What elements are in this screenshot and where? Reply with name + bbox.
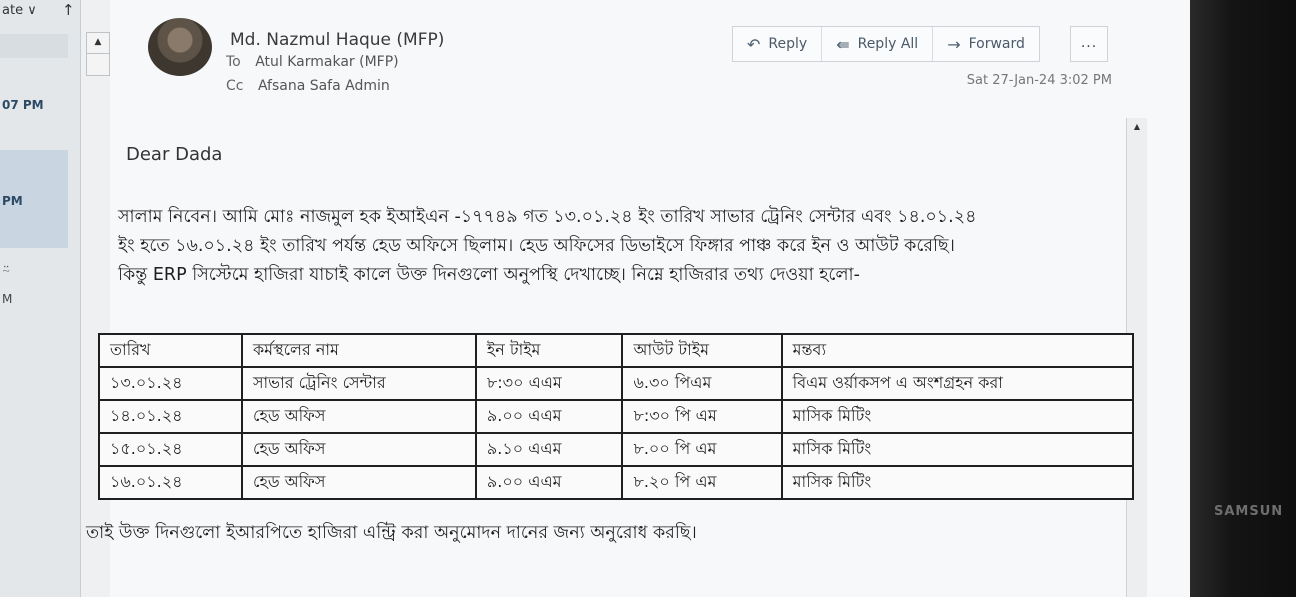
- table-cell: ৯.০০ এএম: [476, 466, 623, 499]
- more-icon: ...: [1080, 35, 1098, 51]
- table-cell: মাসিক মিটিং: [782, 400, 1133, 433]
- body-line: ইং হতে ১৬.০১.২৪ ইং তারিখ পর্যন্ত হেড অফিসে ছিলাম। হেড অফিসের ডিভাইসে ফিঙ্গার পাঞ্চ করে ইন ও আউট করেছি।: [118, 236, 955, 256]
- table-cell: মাসিক মিটিং: [782, 466, 1133, 499]
- reply-all-label: Reply All: [857, 36, 919, 52]
- cc-label: Cc: [226, 78, 244, 94]
- table-cell: বিএম ওর্য়াকসপ এ অংশগ্রহন করা: [782, 367, 1133, 400]
- attendance-table: [98, 333, 1134, 500]
- table-cell: ৯.১০ এএম: [476, 433, 623, 466]
- list-item[interactable]: [0, 34, 68, 58]
- table-cell: সাভার ট্রেনিং সেন্টার: [242, 367, 476, 400]
- to-line: [226, 54, 399, 70]
- table-row: [99, 433, 1133, 466]
- email-closing-line: তাই উক্ত দিনগুলো ইআরপিতে হাজিরা এন্ট্রি করা অনুমোদন দানের জন্য অনুরোধ করছি।: [86, 523, 697, 543]
- message-actions: [732, 26, 1040, 62]
- table-cell: ১৫.০১.২৪: [99, 433, 242, 466]
- table-cell: ৮:৩০ এএম: [476, 367, 623, 400]
- body-line: কিন্তু ERP সিস্টেমে হাজিরা যাচাই কালে উক্ত দিনগুলো অনুপস্থি দেখাচ্ছে। নিম্নে হাজিরার তথ্য দেওয়া হলো-: [118, 265, 860, 285]
- reply-icon: ↶: [747, 34, 761, 54]
- cc-line: [226, 78, 390, 94]
- reply-button[interactable]: [733, 27, 822, 61]
- list-item-time: PM: [2, 194, 23, 208]
- table-cell: ১৪.০১.২৪: [99, 400, 242, 433]
- cc-recipient[interactable]: Afsana Safa Admin: [257, 78, 390, 94]
- to-label: To: [226, 54, 241, 70]
- message-list-pane: [0, 0, 81, 597]
- sort-direction-icon[interactable]: ↑: [62, 1, 75, 19]
- table-cell: ১৩.০১.২৪: [99, 367, 242, 400]
- email-body-paragraph: [118, 203, 1118, 290]
- table-cell: মাসিক মিটিং: [782, 433, 1133, 466]
- reply-label: Reply: [768, 36, 808, 52]
- sent-datetime: Sat 27-Jan-24 3:02 PM: [966, 73, 1112, 88]
- reply-all-icon: ⇚: [836, 34, 850, 54]
- column-header-out-time: আউট টাইম: [622, 334, 781, 367]
- list-scrollbar[interactable]: [86, 32, 110, 76]
- monitor-brand-logo: SAMSUN: [1214, 504, 1284, 519]
- forward-arrow-icon: →: [947, 34, 961, 54]
- column-header-remarks: মন্তব্য: [782, 334, 1133, 367]
- table-row: [99, 466, 1133, 499]
- list-item-text: M: [2, 292, 13, 306]
- table-header-row: [99, 334, 1133, 367]
- body-line: সালাম নিবেন। আমি মোঃ নাজমুল হক ইআইএন -১৭৭৪৯ গত ১৩.০১.২৪ ইং তারিখ সাভার ট্রেনিং সেন্টার এবং ১৪.০১.২৪: [118, 207, 977, 227]
- table-row: [99, 367, 1133, 400]
- column-header-date: তারিখ: [99, 334, 242, 367]
- table-cell: ১৬.০১.২৪: [99, 466, 242, 499]
- email-greeting: Dear Dada: [126, 144, 223, 165]
- sender-name: Md. Nazmul Haque (MFP): [230, 30, 445, 50]
- reply-all-button[interactable]: [822, 27, 933, 61]
- table-cell: হেড অফিস: [242, 400, 476, 433]
- avatar: [148, 18, 212, 76]
- scroll-up-icon[interactable]: ▲: [94, 37, 102, 47]
- reading-pane: [86, 0, 1190, 597]
- table-cell: ৮.০০ পি এম: [622, 433, 781, 466]
- sort-dropdown[interactable]: ate ∨: [2, 3, 37, 18]
- list-item-time: 07 PM: [2, 98, 44, 112]
- table-cell: ৮:৩০ পি এম: [622, 400, 781, 433]
- scroll-up-icon[interactable]: ▲: [1133, 122, 1141, 131]
- table-cell: ৯.০০ এএম: [476, 400, 623, 433]
- table-cell: ৮.২০ পি এম: [622, 466, 781, 499]
- to-recipient[interactable]: Atul Karmakar (MFP): [255, 54, 399, 70]
- more-actions-button[interactable]: [1070, 26, 1108, 62]
- table-cell: হেড অফিস: [242, 433, 476, 466]
- forward-button[interactable]: [933, 27, 1039, 61]
- table-row: [99, 400, 1133, 433]
- table-cell: হেড অফিস: [242, 466, 476, 499]
- column-header-in-time: ইন টাইম: [476, 334, 623, 367]
- table-cell: ৬.৩০ পিএম: [622, 367, 781, 400]
- forward-label: Forward: [968, 36, 1025, 52]
- column-header-workplace: কর্মস্থলের নাম: [242, 334, 476, 367]
- attachment-icon: ⍨: [2, 262, 11, 278]
